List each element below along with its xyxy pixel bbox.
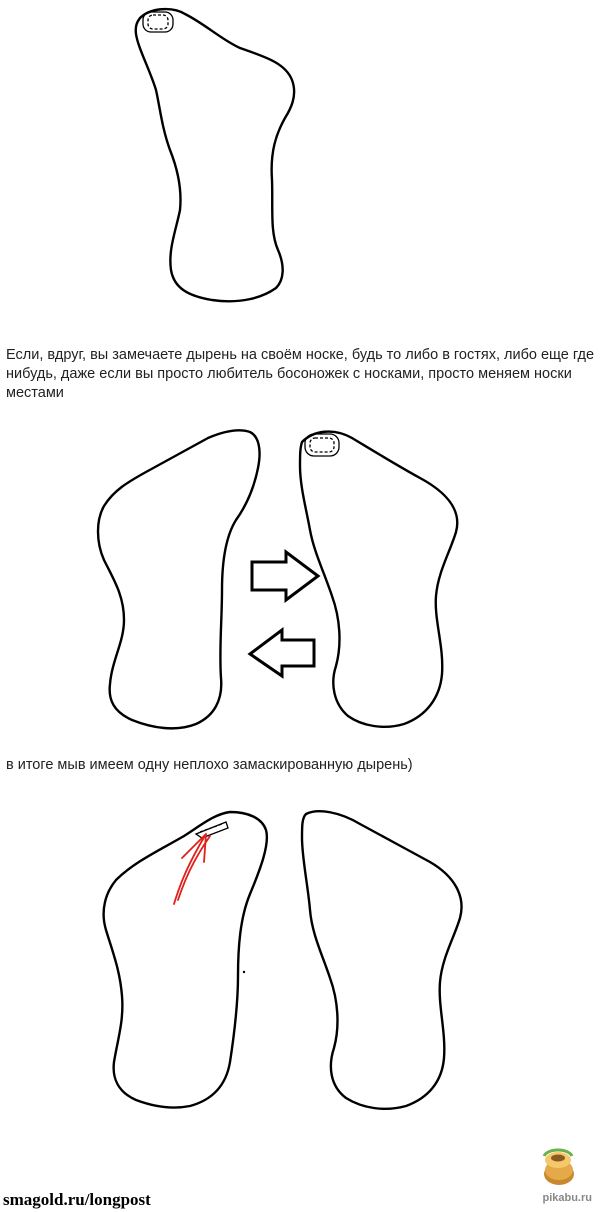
- sock-with-hole: [136, 9, 294, 301]
- sock-right: [300, 432, 457, 727]
- panel-result: [0, 800, 600, 1120]
- panel-single-sock: [0, 0, 600, 320]
- pikabu-logo-icon: [538, 1146, 580, 1188]
- caption-result: в итоге мыв имеем одну неплохо замаскированную дырень): [6, 757, 413, 773]
- source-link[interactable]: smagold.ru/longpost: [3, 1190, 151, 1209]
- swap-right-arrow: [252, 552, 318, 600]
- sock-left-result: [104, 812, 267, 1108]
- sock-left: [98, 430, 260, 728]
- sock-right-result: [302, 811, 462, 1109]
- hole-drawing: [143, 12, 173, 32]
- watermark: pikabu.ru: [542, 1192, 592, 1204]
- swap-left-arrow: [250, 630, 314, 676]
- stray-dot: [243, 971, 245, 973]
- panel-swap-socks: [0, 420, 600, 740]
- red-pointer-arrow: [174, 834, 210, 904]
- caption-instructions: Если, вдруг, вы замечаете дырень на своём носке, будь то либо в гостях, либо еще где нибудь, даже если вы просто любитель босоножек с носками, просто меняем носки местами: [6, 347, 595, 401]
